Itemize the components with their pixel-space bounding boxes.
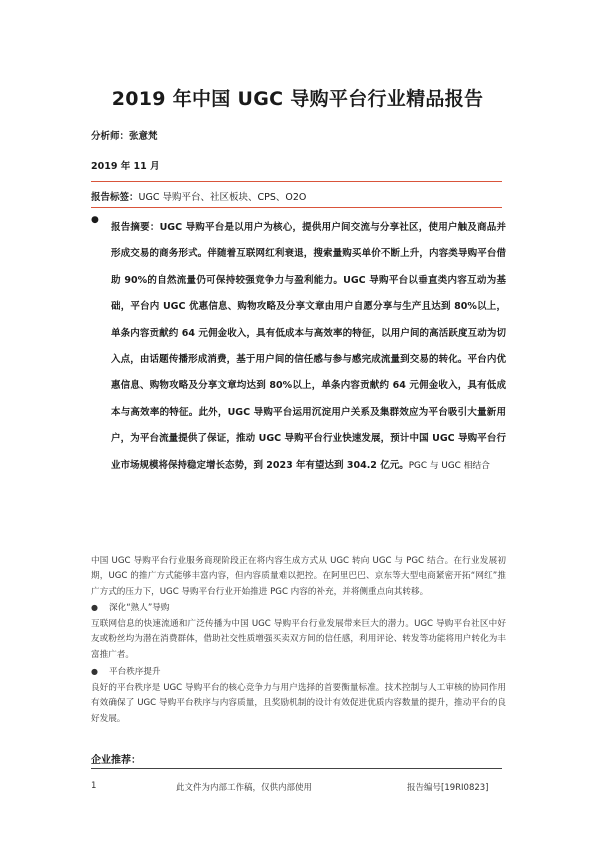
section-heading-deep <box>91 601 169 613</box>
divider-tags <box>91 207 502 208</box>
report-tags <box>91 189 306 203</box>
report-date: 2019 年 11 月 <box>91 161 160 172</box>
section-order-label: 平台秩序提升 <box>109 667 161 677</box>
abstract-text <box>111 215 506 479</box>
abstract-tail-heading: PGC 与 UGC 相结合 <box>408 460 490 471</box>
abstract-body: 报告摘要：UGC 导购平台是以用户为核心，提供用户间交流与分享社区，使用户触及商品并形成交易的商务形式。伴随着互联网红利衰退，搜索量购买单价不断上升，内容类导购平台借助 90%的自然流量仍可保持较强竞争力与盈利能力。UGC 导购平台以垂直类内容互动为基础，平台内 UGC 优惠信息、购物攻略及分享文章由用户自愿分享与生产且达到 80%以上，单条内容贡献约 64 元佣金收入，具有低成本与高效率的特征，以用户间的高活跃度互动为切入点，由话题传播形成消费，基于用户间的信任感与参与感完成流量到交易的转化。平台内优惠信息、购物攻略及分享文章均达到 80%以上，单条内容贡献约 64 元佣金收入，具有低成本与高效率的特征。此外，UGC 导购平台运用沉淀用户关系及集群效应为平台吸引大量新用户，为平台流量提供了保证，推动 UGC 导购平台行业快速发展，预计中国 UGC 导购平台行业市场规模将保持稳定增长态势，到 2023 年有望达到 304.2 亿元。 <box>111 222 506 471</box>
paragraph-order: 良好的平台秩序是 UGC 导购平台的核心竞争力与用户选择的首要衡量标准。技术控制与人工审核的协同作用有效确保了 UGC 导购平台秩序与内容质量，且奖励机制的设计有效促进优质内容数量的提升，推动平台的良好发展。 <box>91 683 506 724</box>
tags-label: 报告标签： <box>91 192 139 203</box>
bullet-icon: ● <box>91 603 98 612</box>
recommend-heading: 企业推荐： <box>91 755 141 766</box>
tags-value: UGC 导购平台、社区板块、CPS、O2O <box>138 192 307 203</box>
divider-bottom <box>91 768 502 769</box>
analyst-line: 分析师：张意梵 <box>91 131 158 142</box>
section-deep-label: 深化“熟人”导购 <box>109 603 170 613</box>
section-heading-order <box>91 665 161 677</box>
bullet-icon: ● <box>91 667 98 676</box>
report-code: 报告编号[19RI0823] <box>407 783 489 793</box>
bullet-icon: ● <box>91 215 99 225</box>
page-number: 1 <box>91 781 97 791</box>
paragraph-deep: 互联网信息的快速流通和广泛传播为中国 UGC 导购平台行业发展带来巨大的潜力。UGC 导购平台社区中好友或粉丝均为潜在消费群体，借助社交性质增强买卖双方间的信任感，利用评论、转发等功能将用户转化为丰富推广者。 <box>91 619 506 660</box>
divider-top <box>91 181 502 182</box>
footer-note: 此文件为内部工作稿，仅供内部使用 <box>176 783 313 793</box>
abstract-block <box>91 215 506 479</box>
paragraph-pgc-ugc: 中国 UGC 导购平台行业服务商现阶段正在将内容生成方式从 UGC 转向 UGC 与 PGC 结合。在行业发展初期，UGC 的推广方式能够丰富内容，但内容质量难以把控。在阿里巴巴、京东等大型电商紧密开拓“网红”推广方式的压力下，UGC 导购平台行业开始推进 PGC 内容的补充，并将侧重点向其转移。 <box>91 556 506 597</box>
report-title: 2019 年中国 UGC 导购平台行业精品报告 <box>111 88 484 110</box>
